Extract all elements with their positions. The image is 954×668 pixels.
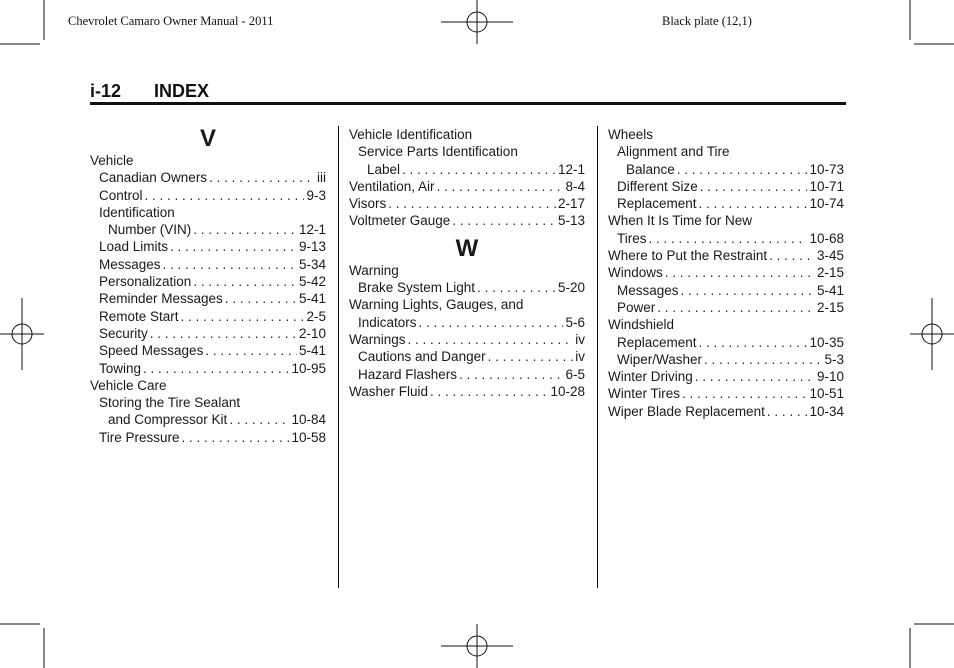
index-entry: [608, 212, 844, 229]
dot-leader: [699, 195, 808, 212]
index-entry-term: Wheels: [608, 127, 654, 142]
index-section-letter: V: [199, 125, 216, 152]
index-entry-page: 10-35: [809, 334, 844, 350]
index-entry-term: Alignment and Tire: [617, 144, 730, 160]
index-entry-term: Security: [99, 325, 148, 341]
index-entry: [90, 238, 326, 255]
index-entry-page: 2-17: [557, 196, 585, 212]
index-entry: [90, 273, 326, 290]
dot-leader: [437, 178, 564, 195]
index-entry-page: 10-73: [809, 161, 844, 177]
index-entry-page: iv: [575, 349, 585, 365]
dot-leader: [181, 308, 305, 325]
dot-leader: [205, 342, 297, 359]
dot-leader: [459, 366, 563, 383]
index-entry-term: Winter Tires: [608, 386, 681, 402]
index-entry-term: Tires: [617, 230, 647, 246]
index-entry: [608, 230, 844, 247]
dot-leader: [150, 325, 297, 342]
index-entry-term: Identification: [99, 204, 175, 220]
index-entry-term: Tire Pressure: [99, 429, 180, 445]
index-entry-page: 10-28: [550, 383, 585, 399]
index-entry-page: 12-1: [298, 222, 326, 238]
index-entry-page: 9-10: [816, 369, 844, 385]
index-entry: [90, 152, 326, 169]
index-entry: [608, 282, 844, 299]
index-entry-term: Vehicle: [90, 153, 134, 168]
index-entry-term: Indicators: [358, 314, 417, 330]
dot-leader: [419, 314, 564, 331]
index-entry-term: Label: [367, 161, 401, 177]
dot-leader: [681, 282, 815, 299]
index-entry: [349, 348, 585, 365]
index-entry: [90, 342, 326, 359]
dot-leader: [699, 334, 808, 351]
index-entry-term: Replacement: [617, 196, 697, 212]
index-entry-page: 10-95: [291, 360, 326, 376]
index-entry-term: Vehicle Identification: [349, 127, 473, 142]
index-entry-page: 2-15: [816, 265, 844, 281]
index-entry-page: 10-58: [291, 429, 326, 445]
index-entry-page: 8-4: [565, 178, 585, 194]
dot-leader: [665, 264, 815, 281]
dot-leader: [695, 368, 815, 385]
index-entry-term: Number (VIN): [108, 222, 192, 238]
index-entry: [608, 178, 844, 195]
index-entry-page: 5-41: [816, 282, 844, 298]
index-entry-term: Vehicle Care: [90, 377, 167, 393]
index-entry: [90, 290, 326, 307]
index-entry-term: Messages: [617, 282, 679, 298]
dot-leader: [143, 360, 289, 377]
index-entry-page: 5-41: [298, 343, 326, 359]
index-entry-page: 5-41: [298, 291, 326, 307]
index-entry: [608, 247, 844, 264]
index-entry-page: 10-74: [809, 196, 844, 212]
dot-leader: [677, 161, 808, 178]
dot-leader: [408, 331, 574, 348]
index-entry-term: Cautions and Danger: [358, 349, 486, 365]
dot-leader: [193, 273, 297, 290]
dot-leader: [388, 195, 556, 212]
index-entry: [349, 314, 585, 331]
index-entry: [349, 331, 585, 348]
index-entry: [90, 411, 326, 428]
index-entry: [90, 256, 326, 273]
index-entry-page: 9-3: [306, 187, 326, 203]
index-entry-term: Windshield: [608, 317, 675, 333]
index-entry-term: Hazard Flashers: [358, 366, 458, 382]
index-entry-term: Personalization: [99, 274, 192, 290]
index-entry-page: 10-71: [809, 178, 844, 194]
index-entry: [90, 360, 326, 377]
index-entry-term: Windows: [608, 265, 663, 281]
index-entry: [608, 299, 844, 316]
index-column-2: [349, 126, 585, 400]
running-header-plate: Black plate (12,1): [662, 14, 752, 28]
index-entry: [349, 279, 585, 296]
dot-leader: [430, 383, 548, 400]
index-entry-term: Where to Put the Restraint: [608, 248, 768, 264]
running-header-title: Chevrolet Camaro Owner Manual - 2011: [68, 14, 274, 28]
index-entry-term: Control: [99, 187, 143, 203]
index-entry-term: Speed Messages: [99, 343, 204, 359]
dot-leader: [209, 169, 315, 186]
index-column-1: [90, 126, 326, 446]
index-entry-page: 10-34: [809, 403, 844, 419]
index-entry: [349, 212, 585, 229]
dot-leader: [488, 348, 574, 365]
index-entry-page: 12-1: [557, 161, 585, 177]
page-number: i-12: [90, 81, 122, 101]
index-entry-page: 9-13: [298, 239, 326, 255]
index-entry-page: 5-42: [298, 274, 326, 290]
index-entry-page: 5-13: [557, 213, 585, 229]
index-entry-term: Voltmeter Gauge: [349, 213, 451, 229]
index-entry-page: 5-6: [565, 314, 585, 330]
index-entry: [608, 264, 844, 281]
dot-leader: [704, 351, 822, 368]
index-entry: [349, 126, 585, 143]
index-section-letter: W: [455, 234, 479, 262]
index-entry: [608, 368, 844, 385]
index-entry-page: 2-15: [816, 299, 844, 315]
index-entry: [608, 161, 844, 178]
index-entry: [349, 143, 585, 160]
index-entry-term: and Compressor Kit: [108, 412, 228, 428]
index-entry: [608, 351, 844, 368]
dot-leader: [769, 247, 815, 264]
index-entry-term: When It Is Time for New: [608, 213, 753, 229]
index-entry: [608, 143, 844, 160]
dot-leader: [225, 290, 297, 307]
dot-leader: [657, 299, 815, 316]
index-entry-page: iii: [317, 170, 326, 186]
index-entry: [608, 126, 844, 143]
index-entry: [349, 383, 585, 400]
index-entry-page: 2-5: [306, 308, 326, 324]
dot-leader: [452, 212, 556, 229]
index-entry-page: 5-3: [824, 351, 844, 367]
index-entry-page: 10-84: [291, 412, 326, 428]
index-entry: [90, 169, 326, 186]
page-title: INDEX: [154, 81, 210, 101]
index-entry-term: Washer Fluid: [349, 383, 429, 399]
index-entry-term: Winter Driving: [608, 369, 693, 385]
index-entry: [90, 325, 326, 342]
index-entry-term: Power: [617, 299, 656, 315]
index-entry: [349, 366, 585, 383]
index-entry-term: Visors: [349, 196, 387, 212]
index-entry: [608, 316, 844, 333]
index-column-3: [608, 126, 844, 420]
dot-leader: [700, 178, 808, 195]
index-entry-page: 5-20: [557, 280, 585, 296]
index-entry: [608, 385, 844, 402]
index-entry: [608, 195, 844, 212]
index-entry-term: Balance: [626, 161, 675, 177]
column-divider-1: [338, 126, 339, 588]
registration-target-right: [910, 298, 954, 370]
registration-target-bottom: [441, 624, 513, 668]
index-entry: [90, 394, 326, 411]
dot-leader: [477, 279, 556, 296]
index-entry-page: 10-51: [809, 386, 844, 402]
index-entry-term: Brake System Light: [358, 280, 476, 296]
index-entry: [90, 221, 326, 238]
registration-target-top: [441, 0, 513, 44]
dot-leader: [682, 385, 807, 402]
index-entry: [90, 187, 326, 204]
column-divider-2: [597, 126, 598, 588]
page-title-bar: [90, 80, 846, 105]
index-entry: [90, 204, 326, 221]
dot-leader: [767, 403, 808, 420]
index-entry: [349, 262, 585, 279]
dot-leader: [193, 221, 297, 238]
dot-leader: [649, 230, 808, 247]
index-entry-term: Towing: [99, 360, 142, 376]
index-entry: [349, 161, 585, 178]
index-entry-term: Storing the Tire Sealant: [99, 395, 241, 411]
dot-leader: [182, 429, 290, 446]
index-entry: [608, 334, 844, 351]
dot-leader: [229, 411, 289, 428]
dot-leader: [402, 161, 556, 178]
index-entry: [90, 377, 326, 394]
index-entry-term: Ventilation, Air: [349, 178, 435, 194]
index-entry-page: 5-34: [298, 256, 326, 272]
index-entry-page: 10-68: [809, 230, 844, 246]
dot-leader: [170, 238, 297, 255]
index-entry-term: Replacement: [617, 334, 697, 350]
registration-target-left: [0, 298, 44, 370]
index-entry-term: Warnings: [349, 331, 406, 347]
index-entry: [349, 178, 585, 195]
index-entry-term: Service Parts Identification: [358, 144, 518, 160]
index-entry-term: Load Limits: [99, 239, 169, 255]
index-entry: [349, 195, 585, 212]
index-entry-term: Warning Lights, Gauges, and: [349, 297, 524, 313]
index-entry-page: iv: [575, 331, 585, 347]
dot-leader: [163, 256, 297, 273]
index-entry-term: Canadian Owners: [99, 170, 208, 186]
index-entry-page: 3-45: [816, 248, 844, 264]
index-entry-term: Messages: [99, 256, 161, 272]
index-entry-page: 6-5: [565, 366, 585, 382]
index-entry-term: Wiper Blade Replacement: [608, 403, 765, 419]
index-entry-term: Different Size: [617, 178, 698, 194]
index-entry: [90, 429, 326, 446]
index-entry-term: Wiper/Washer: [617, 351, 703, 367]
index-entry-term: Remote Start: [99, 308, 179, 324]
index-entry: [90, 308, 326, 325]
index-entry: [349, 296, 585, 313]
index-entry: [608, 403, 844, 420]
index-entry-term: Warning: [349, 262, 399, 278]
index-entry-term: Reminder Messages: [99, 291, 223, 307]
index-entry-page: 2-10: [298, 325, 326, 341]
dot-leader: [145, 187, 305, 204]
